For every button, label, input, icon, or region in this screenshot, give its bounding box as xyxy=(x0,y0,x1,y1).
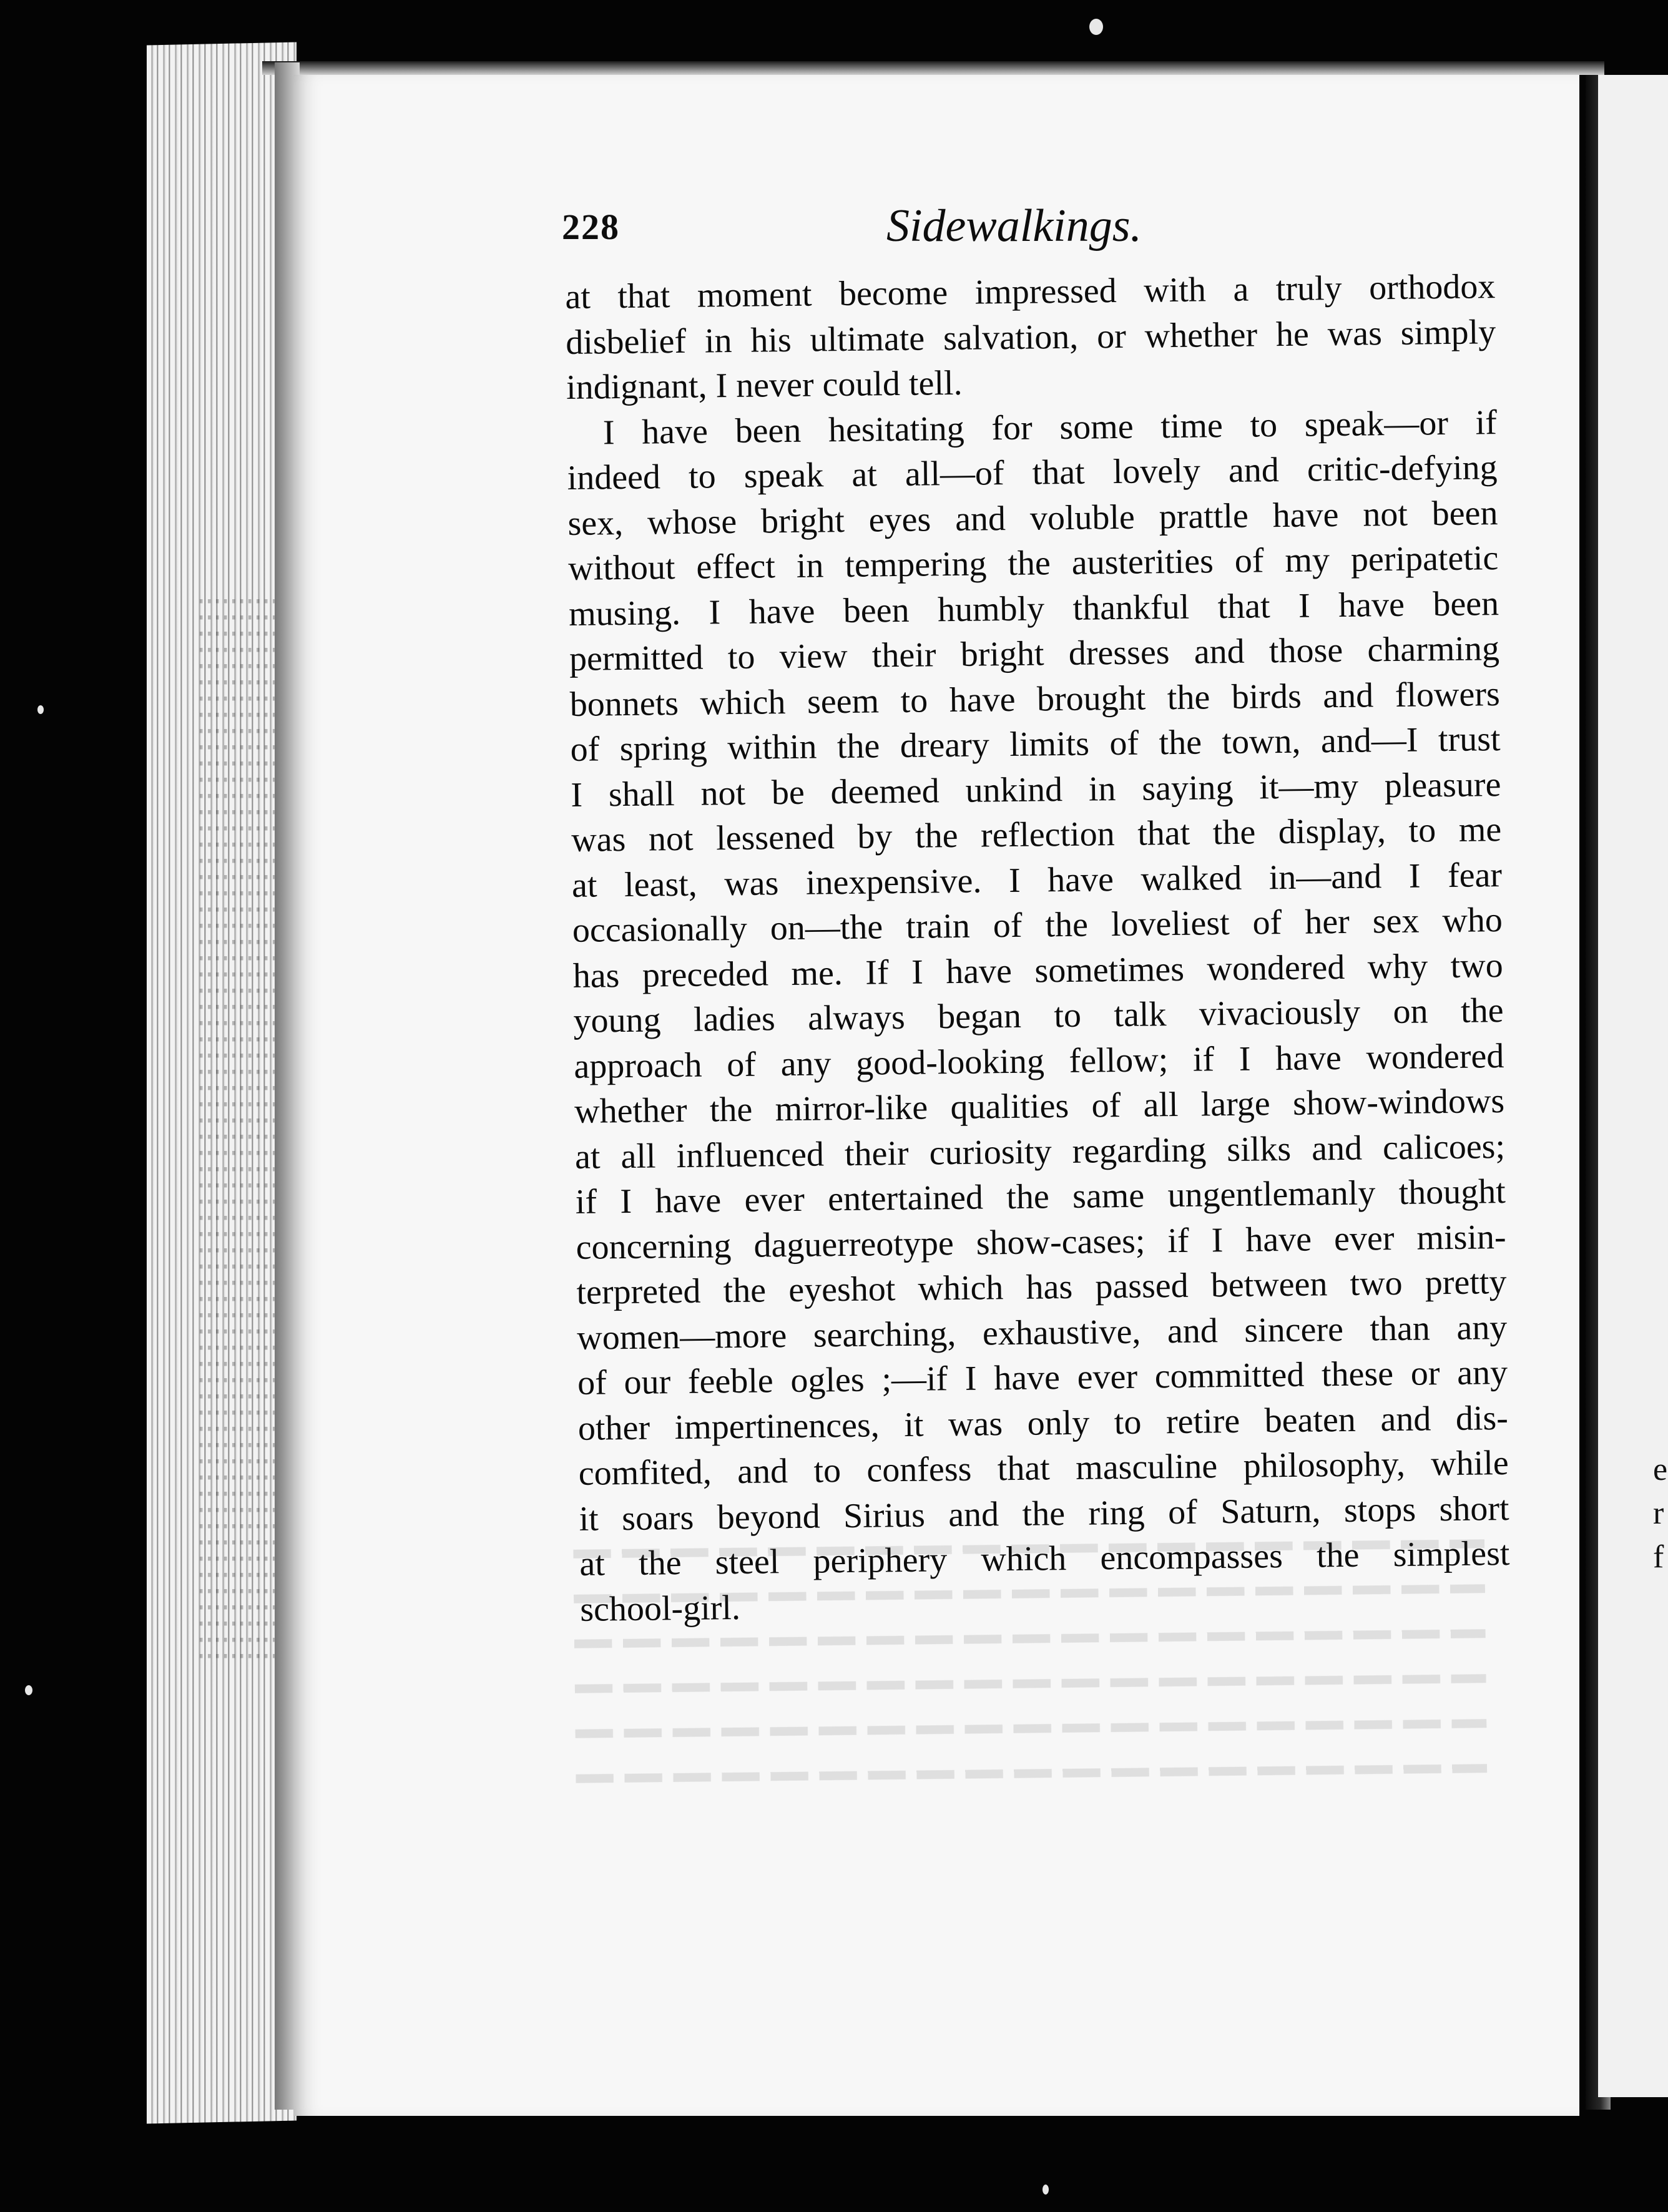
paragraph-start-line: I have been hesitating for some time to speak—or if xyxy=(602,403,1498,452)
text-line: women—more searching, exhaustive, and sincere than any xyxy=(576,1308,1508,1358)
page-top-edge xyxy=(262,61,1604,75)
adjacent-letter: f xyxy=(1653,1539,1664,1575)
page-edge-markings xyxy=(200,599,281,1660)
text-line: terpreted the eyeshot which has passed between two pretty xyxy=(576,1262,1507,1312)
text-line: concerning daguerreotype show-cases; if I have ever misin- xyxy=(576,1217,1506,1267)
text-line: permitted to view their bright dresses and those charming xyxy=(569,629,1500,678)
text-line: sex, whose bright eyes and voluble prattle have not been xyxy=(567,493,1498,543)
adjacent-page-letters xyxy=(1653,1448,1668,1579)
text-line: at least, was inexpensive. I have walked in—and I fear xyxy=(571,855,1503,905)
text-line: musing. I have been humbly thankful that I have been xyxy=(568,584,1499,634)
text-line: school-girl. xyxy=(579,1588,741,1629)
scan-speck xyxy=(1042,2185,1049,2195)
text-line: at the steel periphery which encompasses the simplest xyxy=(579,1534,1510,1583)
adjacent-page xyxy=(1598,75,1668,2097)
scan-speck xyxy=(25,1685,32,1695)
text-line: if I have ever entertained the same ungentlemanly thought xyxy=(575,1172,1506,1221)
bleed-through-text xyxy=(573,1512,1488,1784)
text-line: has preceded me. If I have sometimes wondered why two xyxy=(572,946,1504,996)
text-line: without effect in tempering the austerities of my peripatetic xyxy=(567,539,1499,588)
running-head xyxy=(562,200,1498,262)
text-line: indignant, I never could tell. xyxy=(566,363,963,407)
text-line: comfited, and to confess that masculine philosophy, while xyxy=(578,1443,1509,1493)
text-line: bonnets which seem to have brought the birds and flowers xyxy=(569,674,1501,724)
text-line: other impertinences, it was only to retire beaten and dis- xyxy=(577,1398,1509,1448)
text-line: I shall not be deemed unkind in saying it—my pleasure xyxy=(571,765,1501,815)
text-line: approach of any good-looking fellow; if I have wondered xyxy=(574,1036,1504,1086)
text-line: disbelief in his ultimate salvation, or whether he was simply xyxy=(565,312,1496,362)
scan-speck xyxy=(1089,19,1103,35)
text-line: at that moment become impressed with a truly orthodox xyxy=(565,267,1496,316)
body-text xyxy=(565,264,1511,1632)
text-line: young ladies always began to talk vivaciously on the xyxy=(573,991,1504,1040)
text-line: of spring within the dreary limits of the town, and—I trust xyxy=(570,720,1501,769)
scan-speck xyxy=(37,705,44,714)
text-line: whether the mirror-like qualities of all large show-windows xyxy=(574,1082,1505,1131)
text-line: at all influenced their curiosity regarding silks and calicoes; xyxy=(574,1127,1506,1177)
text-line: of our feeble ogles ;—if I have ever committed these or any xyxy=(577,1353,1508,1402)
text-line: it soars beyond Sirius and the ring of Saturn, stops short xyxy=(579,1489,1509,1539)
page-number: 228 xyxy=(562,207,620,247)
text-line: indeed to speak at all—of that lovely and critic-defying xyxy=(567,448,1498,497)
adjacent-letter: r xyxy=(1653,1495,1664,1531)
text-line: was not lessened by the reflection that the display, to me xyxy=(571,810,1502,859)
text-line: occasionally on—the train of the loveliest of her sex who xyxy=(572,901,1503,950)
running-title: Sidewalkings. xyxy=(886,200,1142,252)
adjacent-letter: e xyxy=(1653,1452,1668,1487)
